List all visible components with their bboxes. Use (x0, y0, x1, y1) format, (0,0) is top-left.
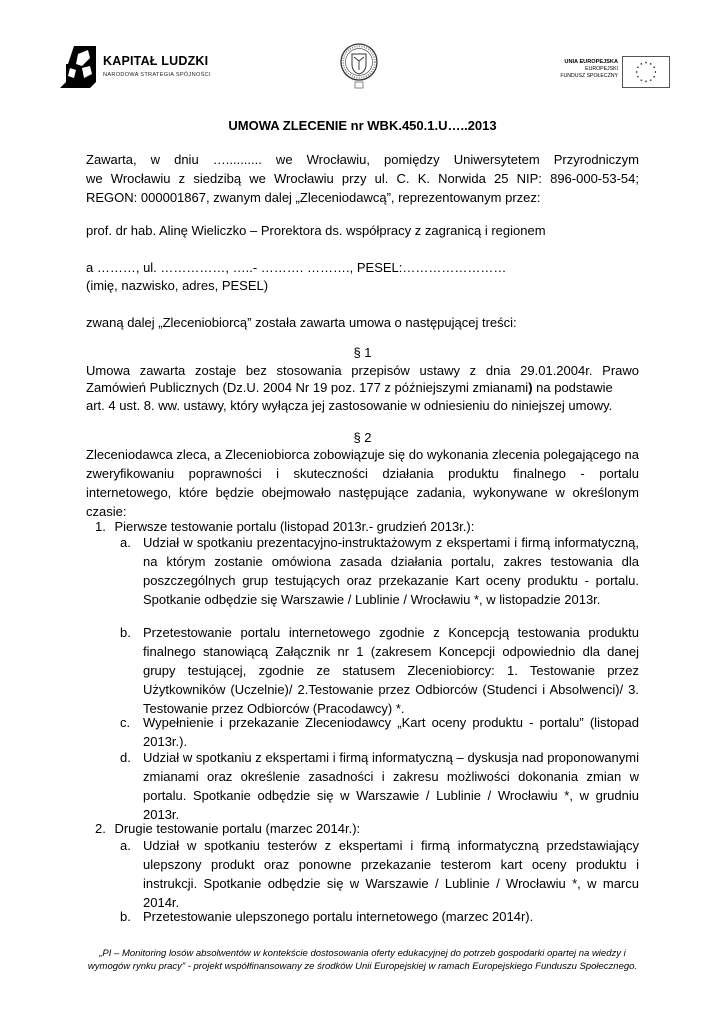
intro-line-2: we Wrocławiu z siedzibą we Wrocławiu przy ul. C. K. Norwida 25 NIP: 896-000-53-54; (86, 171, 639, 186)
task-1b-marker: b. (120, 625, 131, 640)
eu-logo (550, 56, 670, 92)
section-2-heading: § 2 (353, 430, 372, 445)
intro-line-1: Zawarta, w dniu ….......... we Wrocławiu, pomiędzy Uniwersytetem Przyrodniczym (86, 152, 639, 167)
kapital-ludzki-subtitle: NARODOWA STRATEGIA SPÓJNOŚCI (103, 72, 211, 78)
section-1-line-2-a: Zamówień Publicznych (Dz.U. 2004 Nr 19 poz. 177 z późniejszymi zmianami (86, 380, 529, 395)
task-1c-marker: c. (120, 715, 131, 730)
contractor-hint: (imię, nazwisko, adres, PESEL) (86, 278, 269, 293)
task-2a-text: Udział w spotkaniu testerów z ekspertami i firmą informatyczną przedstawiający ulepszony produkt oraz ponowne przekazanie testerom kart oceny produktu i instrukcji. Spotkanie odbędzie się w Warszawie / Lublinie / Wrocławiu *, w marcu 2014r. (143, 838, 639, 910)
eu-line-2: EUROPEJSKI (585, 66, 618, 72)
task-1c (120, 713, 639, 751)
section-1-line-2-paren: ) (528, 380, 533, 395)
task-2b-text: Przetestowanie ulepszonego portalu internetowego (marzec 2014r). (143, 909, 534, 924)
conclusion-line: zwaną dalej „Zleceniobiorcą” została zawarta umowa o następującej treści: (86, 315, 517, 330)
task-2b-marker: b. (120, 909, 131, 924)
section-2-intro: Zleceniodawca zleca, a Zleceniobiorca zobowiązuje się do wykonania zlecenia polegającego na zweryfikowaniu poprawności i skuteczności działania produktu finalnego - portalu internetowego, które będzie obejmowało następujące zadania, wykonywane w określonym czasie: (86, 447, 639, 519)
task-1a (120, 533, 639, 609)
task-2-marker: 2. (95, 821, 106, 836)
task-1b-text: Przetestowanie portalu internetowego zgodnie z Koncepcją testowania produktu finalnego stanowiącą Załącznik nr 1 (zakresem Koncepcji odpowiednio dla danej grupy testującej, zgodnie ze statusem Zleceniobiorcy: 1. Testowanie przez Użytkowników (Uczelnie)/ 2.Testowanie przez Odbiorców (Studenci i Absolwenci)/ 3. Testowanie przez Odbiorców (Pracodawcy) *. (143, 625, 639, 716)
intro-line-3: REGON: 000001867, zwanym dalej „Zleceniodawcą”, reprezentowanym przez: (86, 190, 541, 205)
section-1-line-1: Umowa zawarta zostaje bez stosowania przepisów ustawy z dnia 29.01.2004r. Prawo (86, 363, 639, 378)
contract-title: UMOWA ZLECENIE nr WBK.450.1.U…..2013 (228, 118, 497, 133)
representative-line: prof. dr hab. Alinę Wieliczko – Prorektora ds. współpracy z zagranicą i regionem (86, 223, 546, 238)
eu-logo-text (560, 59, 618, 80)
section-1-line-3: art. 4 ust. 8. ww. ustawy, który wyłącza jej zastosowanie w odniesieniu do niniejszej umowy. (86, 398, 613, 413)
task-1d-marker: d. (120, 750, 131, 765)
contractor-line: a ………, ul. ……………, …..- ………. ………., PESEL:…………………… (86, 260, 507, 275)
task-1-marker: 1. (95, 519, 106, 534)
task-1a-text: Udział w spotkaniu prezentacyjno-instruktażowym z ekspertami i firmą informatyczną, na którym zostanie omówiona zasada działania portalu, zakres testowania dla poszczególnych grup testujących oraz przekazanie Kart oceny produktu - portalu. Spotkanie odbędzie się Warszawie / Lublinie / Wrocławiu *, w listopadzie 2013r. (143, 535, 639, 607)
eu-flag-icon (622, 56, 670, 88)
section-1-line-2 (86, 378, 639, 397)
task-1d-text: Udział w spotkaniu z ekspertami i firmą informatyczną – dyskusja nad proponowanymi zmianami oraz określenie zasadności i zakresu możliwości dokonania zmian w portalu. Spotkanie odbędzie się w Warszawie / Lublinie / Wrocławiu *, w grudniu 2013r. (143, 750, 639, 822)
task-2b (120, 907, 639, 926)
section-1-line-2-b: na podstawie (532, 380, 613, 395)
page-footer: „PI – Monitoring losów absolwentów w kontekście dostosowania oferty edukacyjnej do potrzeb gospodarki opartej na wiedzy i wymogów rynku pracy” - projekt współfinansowany ze środków Unii Europejskiej w ramach Europejskiego Funduszu Społecznego. (87, 948, 638, 972)
task-1a-marker: a. (120, 535, 131, 550)
eu-line-3: FUNDUSZ SPOŁECZNY (560, 73, 618, 79)
kapital-ludzki-name: KAPITAŁ LUDZKI (103, 54, 209, 68)
task-2-text: Drugie testowanie portalu (marzec 2014r.): (114, 821, 361, 836)
eu-line-1: UNIA EUROPEJSKA (564, 59, 618, 65)
task-1d (120, 748, 639, 824)
task-2a (120, 836, 639, 912)
task-1b (120, 623, 639, 718)
task-1c-text: Wypełnienie i przekazanie Zleceniodawcy „Kart oceny produktu - portalu” (listopad 2013r.). (143, 715, 639, 749)
university-seal-icon (338, 38, 380, 94)
task-1-text: Pierwsze testowanie portalu (listopad 2013r.- grudzień 2013r.): (114, 519, 475, 534)
section-1-heading: § 1 (353, 345, 372, 360)
page-header (60, 38, 670, 102)
kapital-ludzki-logo (60, 42, 230, 92)
kapital-ludzki-emblem-icon (60, 44, 102, 88)
task-2a-marker: a. (120, 838, 131, 853)
